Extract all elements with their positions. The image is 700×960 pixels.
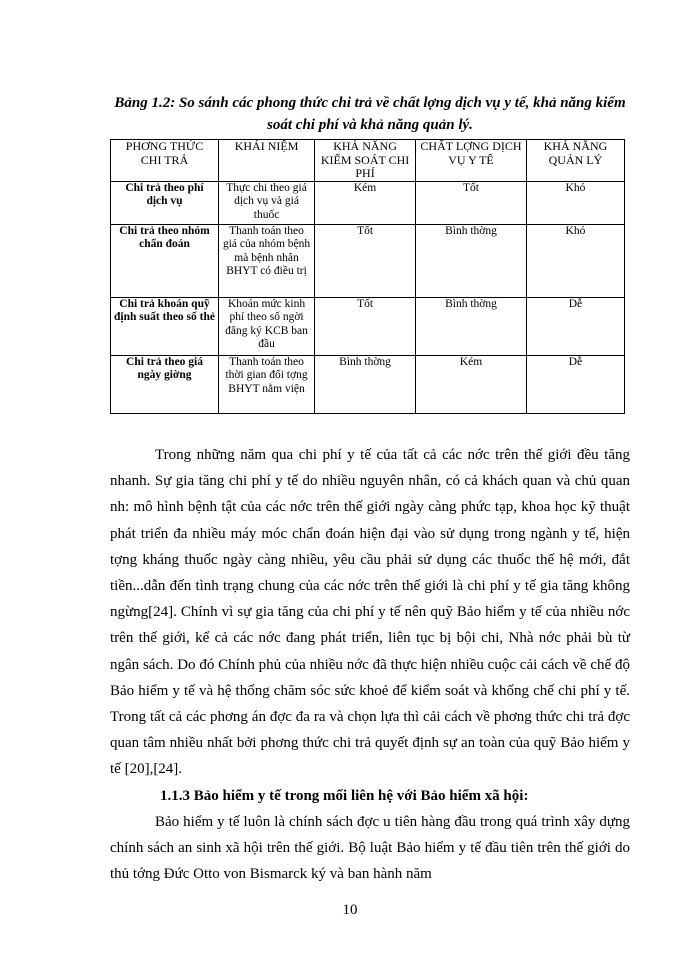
comparison-table [110,139,625,414]
row-concept: Thanh toán theo thời gian đối tợng BHYT nằm viện [219,355,315,413]
header-management: KHẢ NĂNG QUẢN LÝ [526,140,624,182]
row-quality: Bình thờng [416,297,527,355]
row-management: Dễ [526,297,624,355]
row-cost-control: Tốt [315,297,416,355]
row-concept: Thanh toán theo giá của nhóm bệnh mà bệnh nhân BHYT có điều trị [219,224,315,297]
row-management: Khó [526,224,624,297]
row-quality: Bình thờng [416,224,527,297]
row-management: Khó [526,181,624,224]
row-quality: Kém [416,355,527,413]
row-management: Dễ [526,355,624,413]
section-heading: 1.1.3 Bảo hiểm y tế trong mối liên hệ với Bảo hiểm xã hội: [160,787,529,804]
row-quality: Tốt [416,181,527,224]
row-cost-control: Tốt [315,224,416,297]
table-row [111,297,625,355]
paragraph: Bảo hiểm y tế luôn là chính sách đợc u tiên hàng đầu trong quá trình xây dựng chính sách an sinh xã hội trên thế giới. Bộ luật Bảo hiểm y tế đầu tiên trên thế giới do thủ tớng Đức Otto von Bismarck ký và ban hành năm [110,813,630,883]
table-row [111,181,625,224]
paragraph: Trong những năm qua chi phí y tế của tất cả các nớc trên thế giới đều tăng nhanh. Sự gia tăng chi phí y tế do nhiều nguyên nhân, có cả khách quan và chủ quan nh: mô hình bệnh tật của các nớc trên thế giới ngày càng phức tạp, khoa học kỹ thuật phát triển đa nhiều máy móc chẩn đoán hiện đại vào sử dụng trong ngành y tế, hiện tợng kháng thuốc ngày càng nhiều, yêu cầu phải sử dụng các thuốc thế hệ mới, đắt tiền...dẫn đến tình trạng chung của các nớc trên thế giới là chi phí y tế gia tăng không ngừng[24]. Chính vì sự gia tăng của chi phí y tế nên quỹ Bảo hiểm y tế của nhiều nớc trên thế giới, kể cả các nớc đang phát triển, liên tục bị bội chi, Nhà nớc phải bù từ ngân sách. Do đó Chính phủ của nhiều nớc đã thực hiện nhiều cuộc cải cách về chế độ Bảo hiểm y tế và hệ thống chăm sóc sức khoẻ để kiểm soát và khống chế chi phí y tế. Trong tất cả các phơng án đợc đa ra và chọn lựa thì cải cách về phơng thức chi trả đợc quan tâm nhiều nhất bởi phơng thức chi trả quyết định sự an toàn của quỹ Bảo hiểm y tế [20],[24]. [110,447,630,778]
row-cost-control: Kém [315,181,416,224]
row-concept: Thực chi theo giá dịch vụ và giá thuốc [219,181,315,224]
header-quality: CHẤT LỢNG DỊCH VỤ Y TẾ [416,140,527,182]
header-concept: KHÁI NIỆM [219,140,315,182]
table-row [111,224,625,297]
body-text [110,442,630,887]
table-header-row [111,140,625,182]
row-method: Chi trả theo giá ngày giờng [111,355,219,413]
row-method: Chi trả theo phí dịch vụ [111,181,219,224]
row-method: Chi trả khoán quỹ định suất theo số thẻ [111,297,219,355]
row-concept: Khoán mức kinh phí theo số ngời đăng ký KCB ban đầu [219,297,315,355]
header-method: PHƠNG THỨC CHI TRẢ [111,140,219,182]
header-cost-control: KHẢ NĂNG KIỂM SOÁT CHI PHÍ [315,140,416,182]
table-caption: Bảng 1.2: So sánh các phong thức chi trả về chất lợng dịch vụ y tế, khả năng kiểm soát chi phí và khả năng quản lý. [114,95,626,133]
row-method: Chi trả theo nhóm chẩn đoán [111,224,219,297]
row-cost-control: Bình thờng [315,355,416,413]
page-number: 10 [342,902,358,918]
table-row [111,355,625,413]
